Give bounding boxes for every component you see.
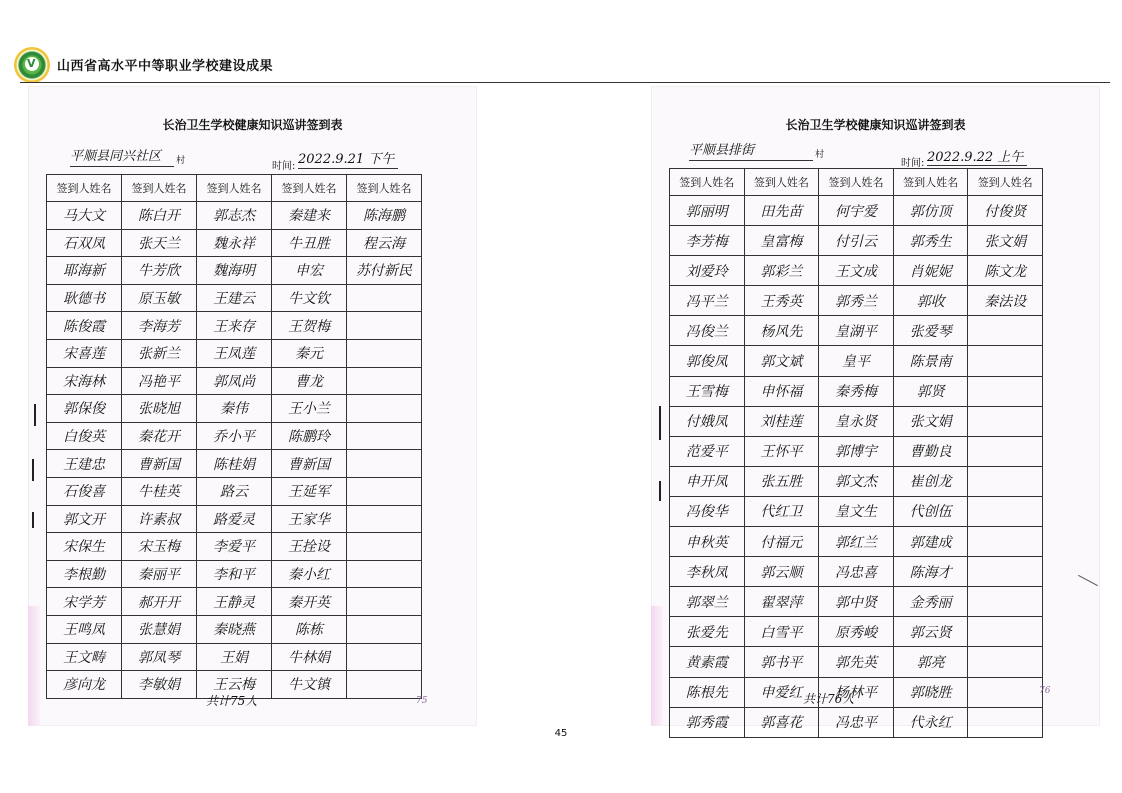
signature-cell (347, 588, 422, 616)
signature-cell (347, 643, 422, 671)
signature-cell: 冯艳平 (122, 367, 197, 395)
margin-mark (659, 481, 661, 501)
signature-cell: 郭丽明 (670, 196, 745, 226)
table-row (47, 284, 422, 312)
signature-cell: 张爱琴 (893, 316, 968, 346)
table-row (47, 560, 422, 588)
signature-cell (347, 505, 422, 533)
signature-cell: 申秋英 (670, 527, 745, 557)
signature-cell: 陈鹏玲 (272, 422, 347, 450)
signature-cell (968, 376, 1043, 406)
signature-cell: 秦元 (272, 339, 347, 367)
signature-cell: 郭保俊 (47, 395, 122, 423)
signature-cell: 郭秀生 (893, 226, 968, 256)
signature-cell (347, 312, 422, 340)
signature-cell: 付娥凤 (670, 406, 745, 436)
header-divider (20, 82, 1110, 83)
signature-cell: 张晓旭 (122, 395, 197, 423)
signature-cell (968, 527, 1043, 557)
location-unit: 村 (815, 150, 825, 160)
total-count: 共计75人 (206, 694, 258, 708)
signature-cell: 魏海明 (197, 257, 272, 285)
signature-cell: 杨林平 (819, 677, 894, 707)
table-row (670, 316, 1043, 346)
table-row (670, 557, 1043, 587)
signature-cell: 李秋凤 (670, 557, 745, 587)
column-header: 签到人姓名 (122, 175, 197, 202)
signature-cell: 陈海鹏 (347, 202, 422, 230)
table-row (47, 257, 422, 285)
signature-cell: 苏付新民 (347, 257, 422, 285)
signature-cell: 王文畴 (47, 643, 122, 671)
signature-cell: 牛林娟 (272, 643, 347, 671)
signature-cell: 郭贤 (893, 376, 968, 406)
table-row (47, 202, 422, 230)
margin-mark (32, 512, 34, 528)
signature-cell: 皇永贤 (819, 406, 894, 436)
table-row (47, 339, 422, 367)
signature-cell: 宋海林 (47, 367, 122, 395)
signature-cell: 郭先英 (819, 647, 894, 677)
signature-cell: 程云海 (347, 229, 422, 257)
signature-cell: 王家华 (272, 505, 347, 533)
signature-cell (968, 466, 1043, 496)
header-title: 山西省高水平中等职业学校建设成果 (57, 59, 274, 74)
signature-cell: 冯忠平 (819, 707, 894, 737)
signature-cell: 牛桂英 (122, 477, 197, 505)
signature-cell: 陈海才 (893, 557, 968, 587)
signature-cell: 王延军 (272, 477, 347, 505)
table-row (47, 615, 422, 643)
signature-cell (347, 395, 422, 423)
signature-cell: 曹勤良 (893, 436, 968, 466)
page-number: 45 (554, 728, 568, 739)
signature-cell: 郭收 (893, 286, 968, 316)
table-row (670, 617, 1043, 647)
column-header: 签到人姓名 (347, 175, 422, 202)
margin-mark (32, 459, 34, 481)
signature-cell: 王小兰 (272, 395, 347, 423)
signature-cell (347, 367, 422, 395)
signature-cell: 李爱平 (197, 533, 272, 561)
signature-cell: 张慧娟 (122, 615, 197, 643)
location-value: 平顺县排街 (689, 143, 755, 158)
signature-cell: 陈白开 (122, 202, 197, 230)
signature-cell: 申怀福 (744, 376, 819, 406)
signature-cell: 金秀丽 (893, 587, 968, 617)
signature-cell: 郭凤尚 (197, 367, 272, 395)
signature-cell: 郭文斌 (744, 346, 819, 376)
signature-cell: 郭俊凤 (670, 346, 745, 376)
signature-cell: 宋喜莲 (47, 339, 122, 367)
signature-cell (968, 617, 1043, 647)
signature-cell: 代红卫 (744, 496, 819, 526)
signature-cell: 原玉敏 (122, 284, 197, 312)
signature-cell: 皇湖平 (819, 316, 894, 346)
signature-cell (347, 477, 422, 505)
signature-cell: 秦丽平 (122, 560, 197, 588)
signature-cell: 秦晓燕 (197, 615, 272, 643)
signature-cell: 翟翠萍 (744, 587, 819, 617)
signature-cell: 陈栋 (272, 615, 347, 643)
signature-cell: 李海芳 (122, 312, 197, 340)
signature-cell: 秦开英 (272, 588, 347, 616)
table-body (47, 202, 422, 699)
margin-mark (34, 404, 36, 426)
document-header (12, 44, 1110, 84)
signature-cell: 石双凤 (47, 229, 122, 257)
signature-cell (968, 346, 1043, 376)
signature-cell: 秦法设 (968, 286, 1043, 316)
table-row (670, 647, 1043, 677)
signature-cell: 许素叔 (122, 505, 197, 533)
signature-cell: 张文娟 (893, 406, 968, 436)
signature-cell: 张天兰 (122, 229, 197, 257)
table-row (47, 367, 422, 395)
signature-cell: 郭中贤 (819, 587, 894, 617)
signature-cell: 王贺梅 (272, 312, 347, 340)
signature-cell: 郭云顺 (744, 557, 819, 587)
signature-cell: 乔小平 (197, 422, 272, 450)
location-value: 平顺县同兴社区 (70, 149, 162, 164)
signature-cell: 皇文生 (819, 496, 894, 526)
signature-cell: 白雪平 (744, 617, 819, 647)
signature-cell (347, 533, 422, 561)
signature-cell: 郭彩兰 (744, 256, 819, 286)
table-row (670, 256, 1043, 286)
signature-cell: 王静灵 (197, 588, 272, 616)
signature-cell: 路云 (197, 477, 272, 505)
signature-cell: 牛丑胜 (272, 229, 347, 257)
signature-cell: 范爱平 (670, 436, 745, 466)
signature-cell: 申开凤 (670, 466, 745, 496)
sign-in-table (46, 174, 422, 699)
signature-cell: 白俊英 (47, 422, 122, 450)
column-header: 签到人姓名 (272, 175, 347, 202)
signature-cell: 牛芳欣 (122, 257, 197, 285)
signature-cell: 崔创龙 (893, 466, 968, 496)
signature-cell: 牛文钦 (272, 284, 347, 312)
signature-cell: 代创伍 (893, 496, 968, 526)
signature-cell: 郭书平 (744, 647, 819, 677)
table-row (670, 226, 1043, 256)
table-row (47, 229, 422, 257)
signature-cell: 黄素霞 (670, 647, 745, 677)
time-label: 时间: (272, 161, 296, 172)
signature-cell: 秦秀梅 (819, 376, 894, 406)
signature-cell: 郭喜花 (744, 707, 819, 737)
signature-cell: 王怀平 (744, 436, 819, 466)
signature-cell (968, 316, 1043, 346)
signature-cell: 秦伟 (197, 395, 272, 423)
table-row (670, 376, 1043, 406)
column-header: 签到人姓名 (47, 175, 122, 202)
signature-cell: 付俊贤 (968, 196, 1043, 226)
table-row (47, 312, 422, 340)
signature-cell: 原秀峻 (819, 617, 894, 647)
table-row (47, 450, 422, 478)
signature-cell: 申爱红 (744, 677, 819, 707)
signature-cell (968, 647, 1043, 677)
signature-cell: 郭晓胜 (893, 677, 968, 707)
table-row (670, 587, 1043, 617)
signature-cell: 魏永祥 (197, 229, 272, 257)
margin-mark (659, 406, 661, 440)
signature-cell: 郭红兰 (819, 527, 894, 557)
signature-cell (968, 406, 1043, 436)
signature-cell: 王拴设 (272, 533, 347, 561)
signature-cell: 田先苗 (744, 196, 819, 226)
table-row (47, 643, 422, 671)
signature-cell: 代永红 (893, 707, 968, 737)
signature-cell: 冯忠喜 (819, 557, 894, 587)
signature-cell: 郭文杰 (819, 466, 894, 496)
signature-cell (968, 496, 1043, 526)
table-row (670, 406, 1043, 436)
sign-in-table (669, 168, 1043, 738)
location-unit: 村 (176, 156, 186, 166)
signature-cell: 曹新国 (122, 450, 197, 478)
signature-cell: 秦小红 (272, 560, 347, 588)
signature-cell: 郭秀兰 (819, 286, 894, 316)
signature-cell: 牛文镇 (272, 671, 347, 699)
table-row (47, 395, 422, 423)
table-row (670, 677, 1043, 707)
signature-cell: 王雪梅 (670, 376, 745, 406)
table-header-row (670, 169, 1043, 196)
signature-cell: 陈桂娟 (197, 450, 272, 478)
signature-cell: 陈俊霞 (47, 312, 122, 340)
signature-cell: 郭秀霞 (670, 707, 745, 737)
signature-cell: 张五胜 (744, 466, 819, 496)
signature-cell: 郭博宇 (819, 436, 894, 466)
signature-cell: 彦向龙 (47, 671, 122, 699)
signature-cell: 王秀英 (744, 286, 819, 316)
location-field (70, 144, 190, 168)
signature-cell: 郭文开 (47, 505, 122, 533)
logo-mark: V (27, 57, 36, 70)
sign-in-sheet-left (28, 86, 477, 726)
signature-cell: 宋学芳 (47, 588, 122, 616)
signature-cell: 陈景南 (893, 346, 968, 376)
column-header: 签到人姓名 (670, 169, 745, 196)
column-header: 签到人姓名 (968, 169, 1043, 196)
signature-cell: 李敏娟 (122, 671, 197, 699)
signature-cell: 王鸣凤 (47, 615, 122, 643)
table-row (670, 527, 1043, 557)
signature-cell (968, 587, 1043, 617)
signature-cell (968, 436, 1043, 466)
signature-cell: 路爱灵 (197, 505, 272, 533)
column-header: 签到人姓名 (197, 175, 272, 202)
signature-cell: 李和平 (197, 560, 272, 588)
time-label: 时间: (901, 158, 925, 169)
signature-cell (968, 557, 1043, 587)
sheet-title: 长治卫生学校健康知识巡讲签到表 (785, 118, 966, 132)
signature-cell: 王娟 (197, 643, 272, 671)
signature-cell: 郭志杰 (197, 202, 272, 230)
sign-in-sheet-right (651, 86, 1100, 732)
margin-mark (1078, 575, 1098, 586)
signature-cell: 张爱先 (670, 617, 745, 647)
signature-cell (347, 339, 422, 367)
signature-cell: 刘爱玲 (670, 256, 745, 286)
column-header: 签到人姓名 (819, 169, 894, 196)
signature-cell: 王凤莲 (197, 339, 272, 367)
signature-cell: 陈文龙 (968, 256, 1043, 286)
signature-cell: 陈根先 (670, 677, 745, 707)
signature-cell: 王建忠 (47, 450, 122, 478)
signature-cell: 申宏 (272, 257, 347, 285)
table-row (47, 477, 422, 505)
signature-cell: 郭翠兰 (670, 587, 745, 617)
signature-cell: 王建云 (197, 284, 272, 312)
signature-cell: 秦建来 (272, 202, 347, 230)
signature-cell: 皇平 (819, 346, 894, 376)
signature-cell: 郭亮 (893, 647, 968, 677)
table-row (670, 196, 1043, 226)
signature-cell: 冯俊华 (670, 496, 745, 526)
table-row (47, 422, 422, 450)
location-field (689, 138, 849, 162)
table-row (670, 346, 1043, 376)
time-value: 2022.9.21 下午 (298, 152, 395, 167)
signature-cell (347, 560, 422, 588)
signature-cell: 郭云贤 (893, 617, 968, 647)
column-header: 签到人姓名 (893, 169, 968, 196)
signature-cell: 肖妮妮 (893, 256, 968, 286)
signature-cell: 宋玉梅 (122, 533, 197, 561)
signature-cell: 皇富梅 (744, 226, 819, 256)
signature-cell: 杨风先 (744, 316, 819, 346)
signature-cell (347, 671, 422, 699)
signature-cell: 冯平兰 (670, 286, 745, 316)
signature-cell: 郭凤琴 (122, 643, 197, 671)
signature-cell: 张新兰 (122, 339, 197, 367)
table-row (670, 436, 1043, 466)
signature-cell: 冯俊兰 (670, 316, 745, 346)
signature-cell: 曹新国 (272, 450, 347, 478)
signature-cell: 刘桂莲 (744, 406, 819, 436)
sheet-page-mark: 76 (1039, 686, 1051, 696)
total-count: 共计76人 (803, 692, 855, 706)
column-header: 签到人姓名 (744, 169, 819, 196)
table-row (670, 496, 1043, 526)
table-row (47, 533, 422, 561)
signature-cell: 石俊喜 (47, 477, 122, 505)
signature-cell: 王来存 (197, 312, 272, 340)
signature-cell: 曹龙 (272, 367, 347, 395)
signature-cell: 马大文 (47, 202, 122, 230)
signature-cell: 耿德书 (47, 284, 122, 312)
signature-cell: 张文娟 (968, 226, 1043, 256)
sheet-title: 长治卫生学校健康知识巡讲签到表 (162, 118, 343, 132)
table-row (670, 466, 1043, 496)
sheet-page-mark: 75 (416, 696, 428, 706)
signature-cell: 宋保生 (47, 533, 122, 561)
table-body (670, 196, 1043, 738)
signature-cell: 王云梅 (197, 671, 272, 699)
signature-cell: 付引云 (819, 226, 894, 256)
school-logo (14, 47, 50, 83)
signature-cell: 郭建成 (893, 527, 968, 557)
table-row (47, 588, 422, 616)
signature-cell: 秦花开 (122, 422, 197, 450)
signature-cell: 付福元 (744, 527, 819, 557)
signature-cell (347, 450, 422, 478)
signature-cell: 何宇爱 (819, 196, 894, 226)
signature-cell: 郝开开 (122, 588, 197, 616)
signature-cell: 耶海新 (47, 257, 122, 285)
signature-cell: 郭仿顶 (893, 196, 968, 226)
signature-cell (347, 284, 422, 312)
signature-cell: 李芳梅 (670, 226, 745, 256)
table-header-row (47, 175, 422, 202)
signature-cell (347, 615, 422, 643)
signature-cell (347, 422, 422, 450)
table-row (47, 505, 422, 533)
signature-cell: 王文成 (819, 256, 894, 286)
signature-cell (968, 677, 1043, 707)
time-value: 2022.9.22 上午 (927, 150, 1024, 165)
table-row (670, 286, 1043, 316)
signature-cell: 李根勤 (47, 560, 122, 588)
